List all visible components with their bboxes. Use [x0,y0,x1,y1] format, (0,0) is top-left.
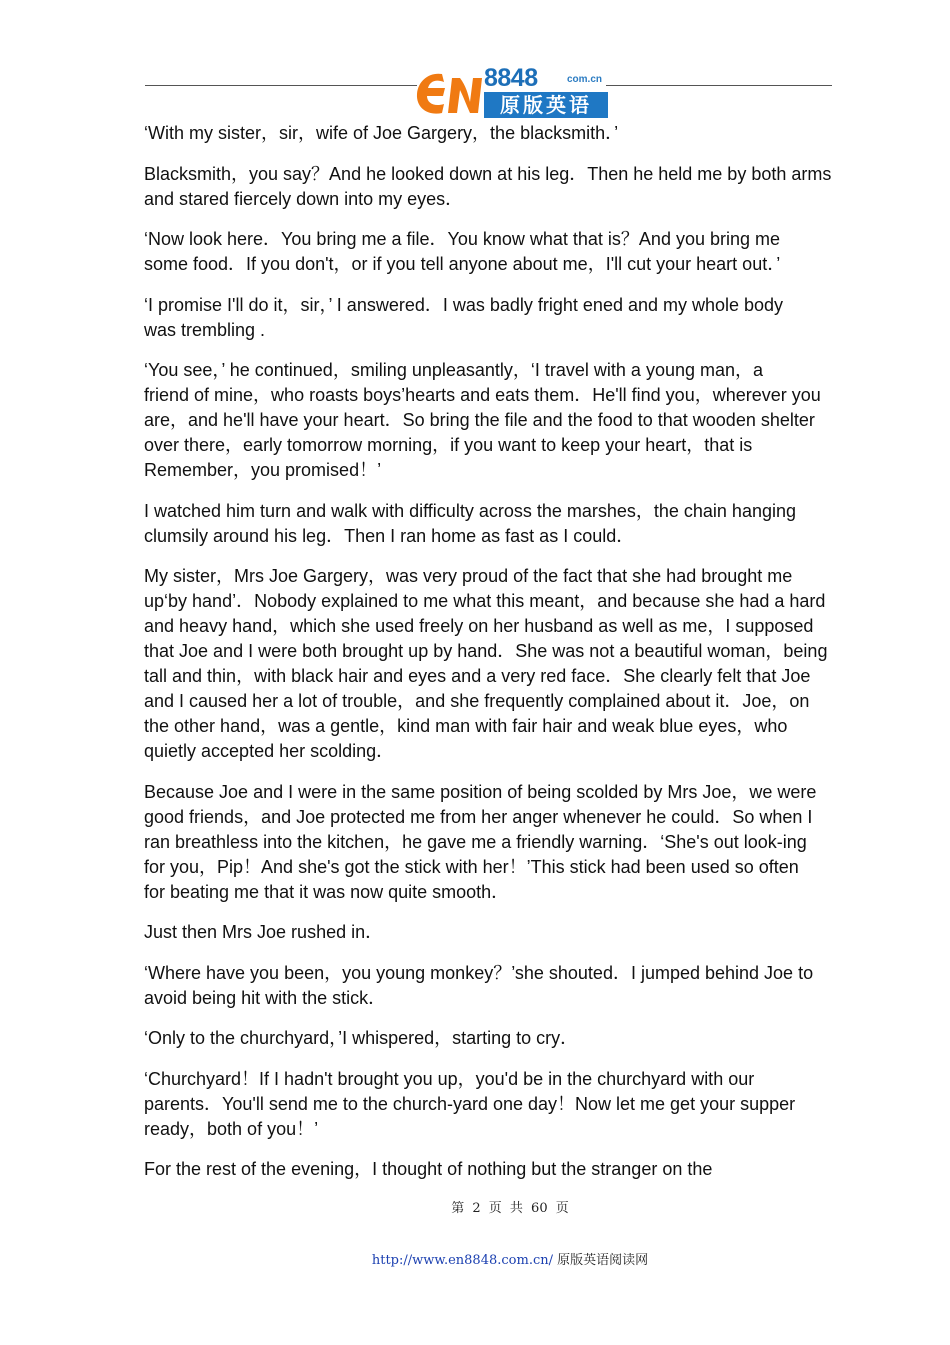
paragraph: ‘Now look here．You bring me a file．You know what that is？And you bring me some food．If you don't，or if you tell anyone about me，I'll cut your heart out．’ [144,229,781,274]
paragraph: ‘Where have you been，you young monkey？’she shouted．I jumped behind Joe to avoid being hit with the stick． [144,962,814,1008]
paragraph: For the rest of the evening，I thought of nothing but the stranger on the [144,1159,713,1179]
site-logo[interactable] [412,66,606,118]
footer-site-name: 原版英语阅读网 [557,1253,649,1268]
paragraph: Blacksmith，you say？And he looked down at his leg．Then he held me by both arms and stared fiercely down into my eyes． [144,163,832,209]
footer-url-link[interactable]: http://www.en8848.com.cn/ [371,1253,553,1268]
logo-en-mark [412,66,484,118]
paragraph: ‘With my sister，sir，wife of Joe Gargery，the blacksmith．’ [144,123,619,143]
paragraph: ‘Churchyard！If I hadn't brought you up，you'd be in the churchyard with our parents．You'll send me to the church-yard one day！Now let me get your supper ready，both of you！’ [144,1068,796,1139]
header-rule-left [145,85,417,86]
logo-chinese-text: 原版英语 [484,92,608,118]
paragraph: I watched him turn and walk with difficulty across the marshes，the chain hanging clumsily around his leg．Then I ran home as fast as I could． [144,500,796,546]
paragraph: Because Joe and I were in the same position of being scolded by Mrs Joe，we were good friends，and Joe protected me from her anger whenever he could．So when I ran breathless into the kitchen，he gave me a friendly warning．‘She's out look-ing for you，Pip！And she's got the stick with her！’This stick had been used so often for beating me that it was now quite smooth． [144,781,817,902]
page-body [144,121,884,1198]
footer [0,1249,950,1268]
logo-number: 8848 [484,64,538,92]
paragraph: My sister，Mrs Joe Gargery，was very proud of the fact that she had brought me up‘by hand’．Nobody explained to me what this meant，and because she had a hard and heavy hand，which she used freely on her husband as well as me，I supposed that Joe and I were both brought up by hand．She was not a beautiful woman，being tall and thin，with black hair and eyes and a very red face．She clearly felt that Joe and I caused her a lot of trouble，and she frequently complained about it．Joe，on the other hand，was a gentle，kind man with fair hair and weak blue eyes，who quietly accepted her scolding． [144,566,828,761]
paragraph: ‘I promise I'll do it，sir，’ I answered．I was badly fright ened and my whole body was trembling . [144,294,784,340]
paragraph: Just then Mrs Joe rushed in． [144,922,384,942]
logo-domain: com.cn [567,74,603,85]
paragraph: ‘You see，’ he continued，smiling unpleasantly，‘I travel with a young man，a friend of mine，who roasts boys’hearts and eats them．He'll find you，wherever you are，and he'll have your heart．So bring the file and the food to that wooden shelter over there，early tomorrow morning，if you want to keep your heart，that is Remember，you promised！’ [144,360,821,480]
paragraph: ‘Only to the churchyard，’I whispered，starting to cry． [144,1028,579,1048]
header-rule-right [606,85,832,86]
page-number: 第 2 页 共 60 页 [451,1201,569,1216]
